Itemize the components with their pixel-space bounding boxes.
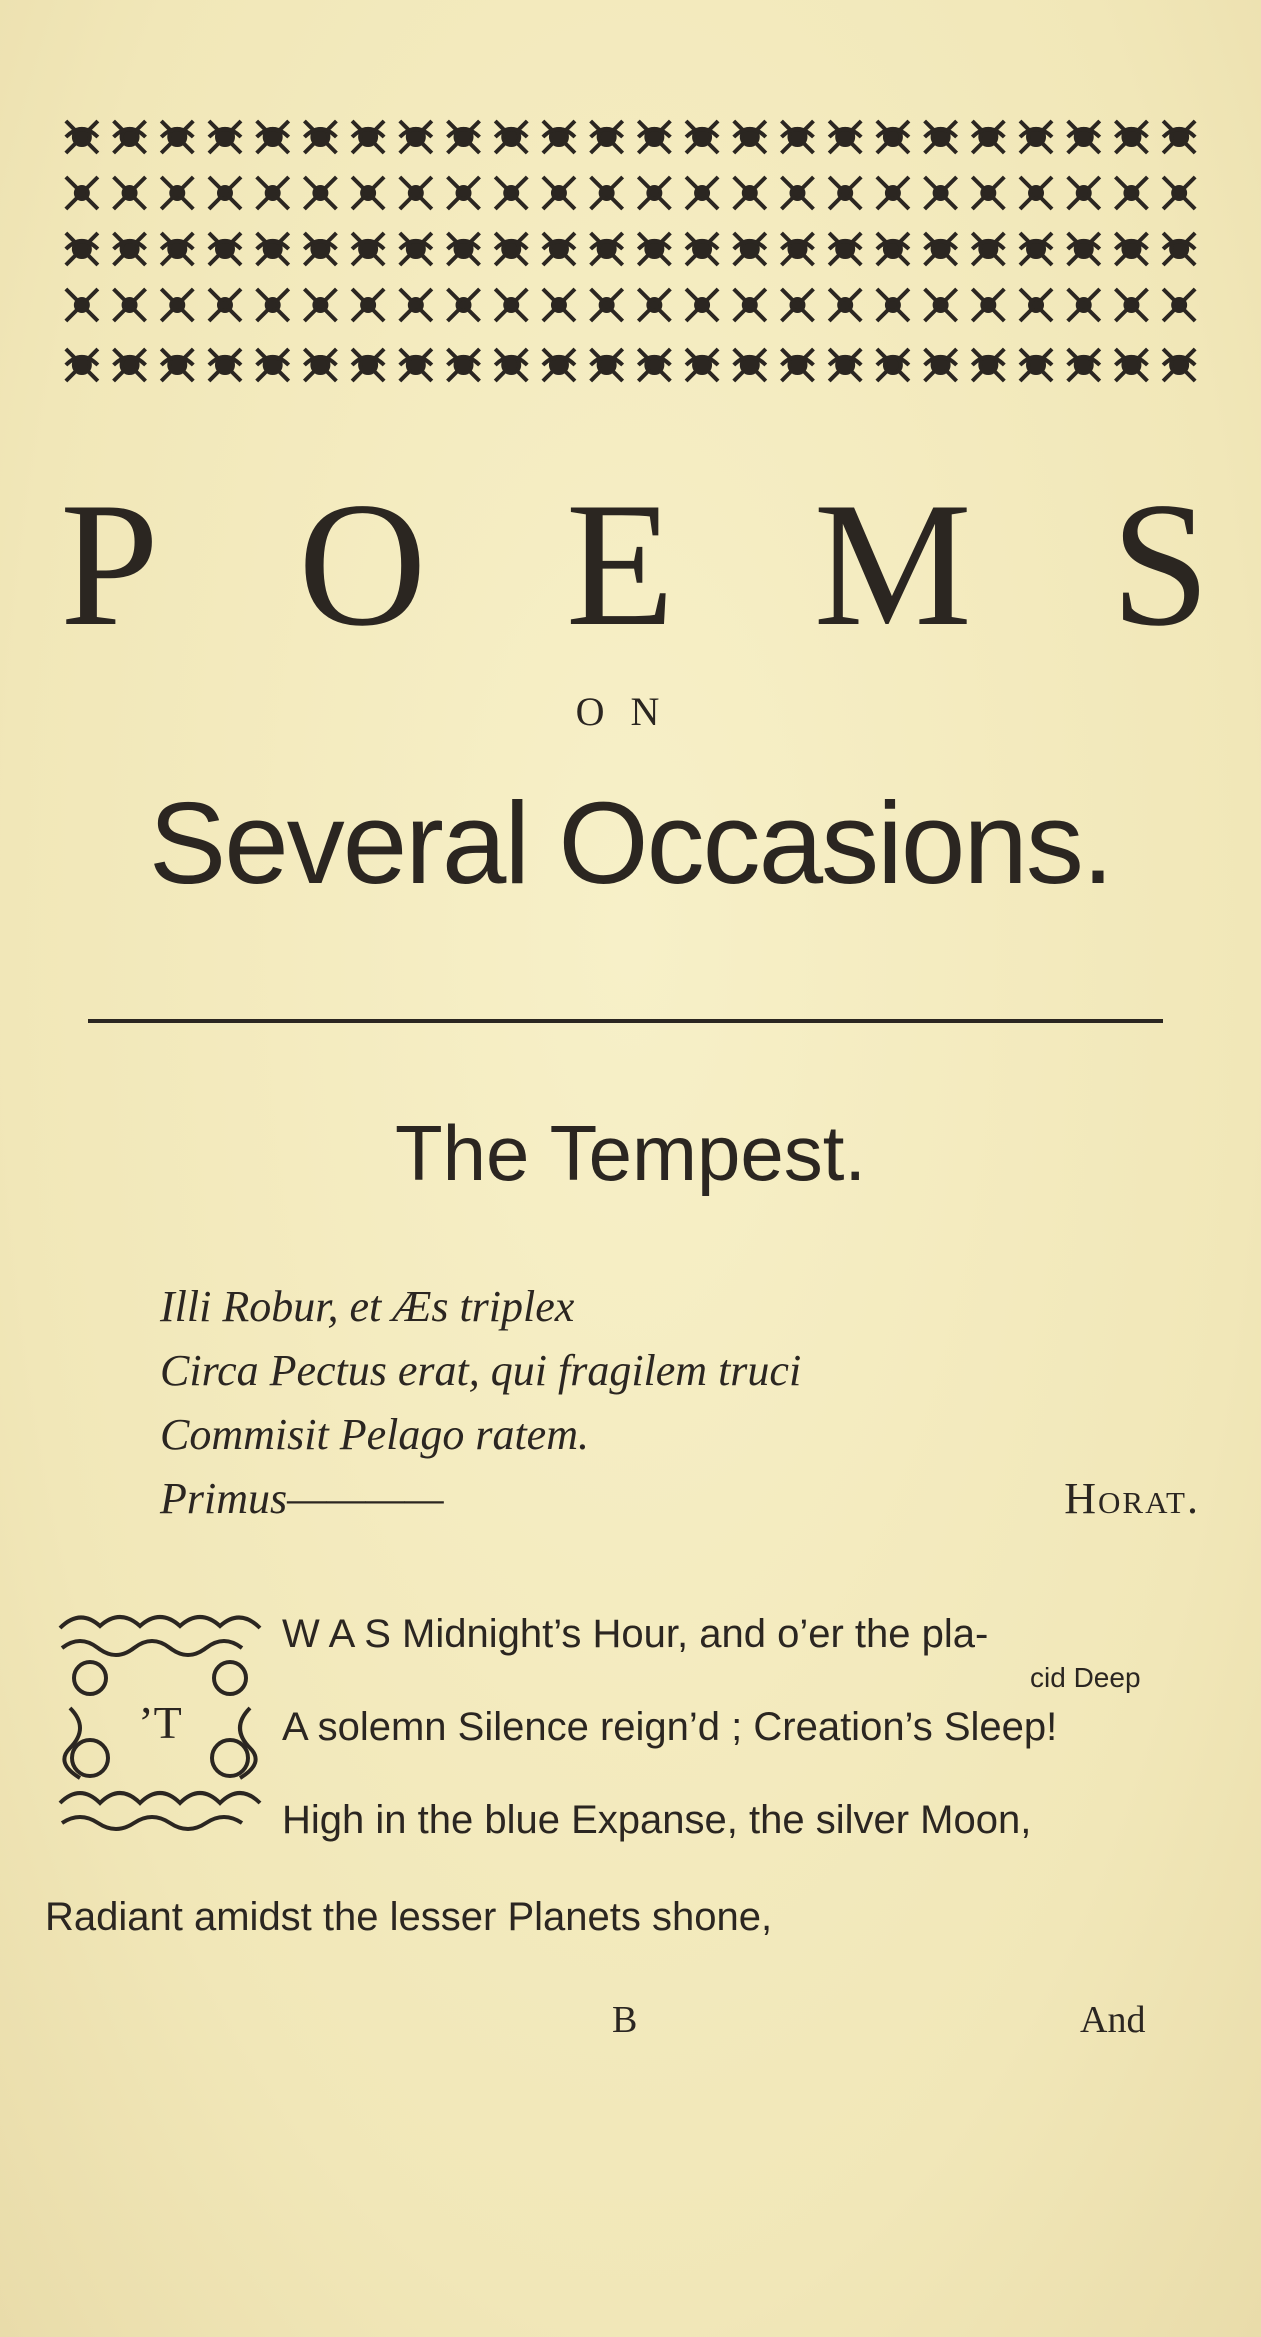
verse-line: A solemn Silence reign’d ; Creation’s Sleep!: [282, 1705, 1058, 1749]
divider-rule: [88, 1018, 1163, 1024]
title-letter: E: [565, 465, 675, 663]
catchword: And: [1080, 1999, 1146, 2041]
epigraph-line: Commisit Pelago ratem.: [160, 1410, 589, 1459]
epigraph: [160, 1275, 1200, 1531]
title-letter: S: [1111, 465, 1210, 663]
epigraph-line: Primus————: [160, 1474, 444, 1523]
verse-line-continuation: cid Deep: [1030, 1662, 1141, 1693]
page-title: [60, 465, 1210, 663]
ornament-icon: [58, 115, 1203, 395]
drop-cap: [50, 1608, 270, 1834]
verse-line: High in the blue Expanse, the silver Moon,: [282, 1798, 1032, 1842]
svg-text:’T: ’T: [138, 1697, 182, 1748]
epigraph-line: Illi Robur, et Æs triplex: [160, 1282, 575, 1331]
epigraph-last-line: [160, 1467, 1200, 1531]
verse-line: W A S Midnight’s Hour, and o’er the pla-: [282, 1612, 989, 1656]
verse-line: Radiant amidst the lesser Planets shone,: [45, 1895, 773, 1939]
signature-mark: B: [612, 1999, 638, 2041]
poem-title: The Tempest.: [394, 1109, 867, 1197]
ornamental-header-band: [58, 115, 1203, 395]
title-letter: O: [298, 465, 427, 663]
subtitle: Several Occasions.: [148, 778, 1113, 908]
title-letter: P: [60, 465, 159, 663]
title-on: ON: [575, 689, 686, 734]
title-letter: M: [813, 465, 972, 663]
rule-line-icon: [88, 1018, 1163, 1024]
epigraph-line: Circa Pectus erat, qui fragilem truci: [160, 1346, 802, 1395]
attribution: Horat.: [1064, 1474, 1200, 1523]
drop-cap-ornament-icon: [50, 1608, 270, 1834]
